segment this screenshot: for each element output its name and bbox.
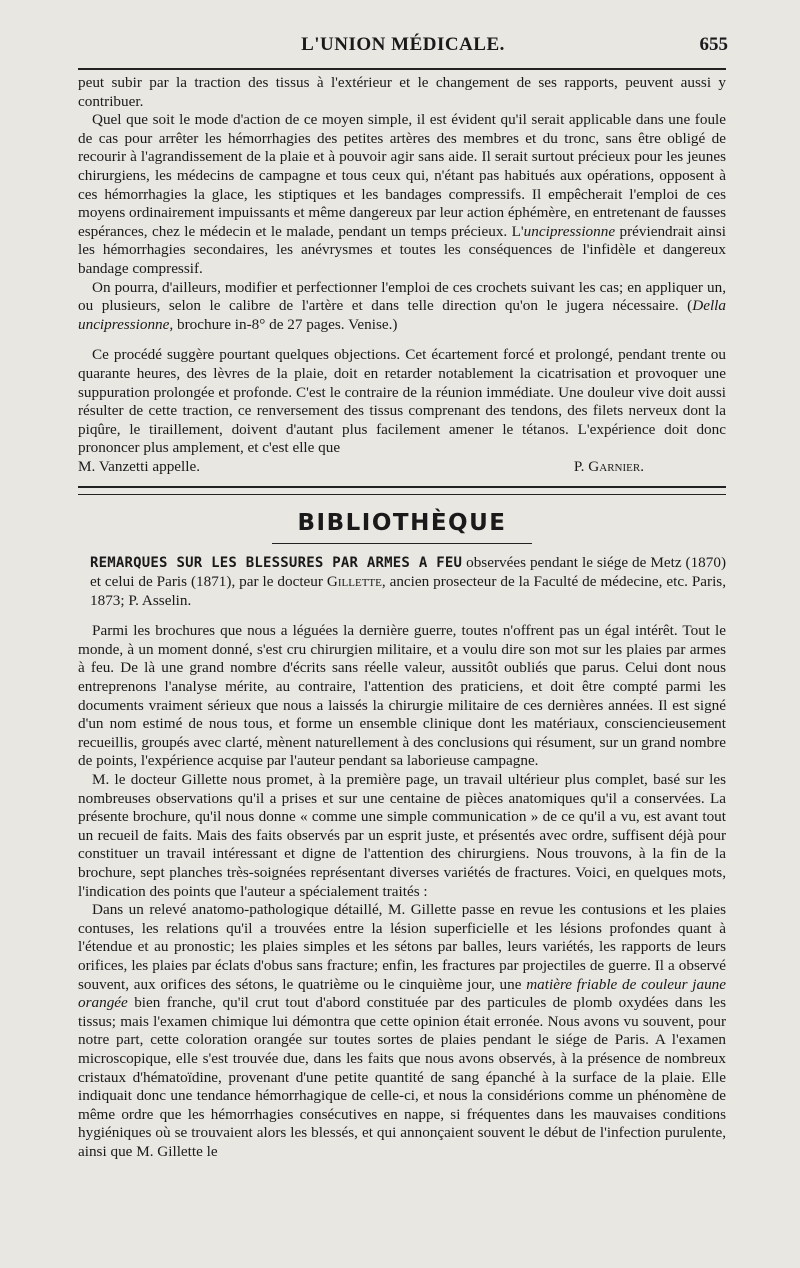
section-divider bbox=[78, 486, 726, 495]
section-title: BIBLIOTHÈQUE bbox=[297, 510, 507, 537]
header-rule bbox=[78, 68, 726, 70]
journal-title: L'UNION MÉDICALE. bbox=[301, 34, 505, 55]
book-title: REMARQUES SUR LES BLESSURES PAR ARMES A FEU bbox=[90, 555, 463, 572]
paragraph: On pourra, d'ailleurs, modifier et perfectionner l'emploi de ces crochets suivant les cas; en appliquer un, ou plusieurs, selon le calibre de l'artère et dans telle direction qu'on le jugera nécessaire. (Della uncipressionne, brochure in-8° de 27 pages. Venise.) bbox=[78, 278, 726, 333]
italic-citation: Della uncipressionne, bbox=[78, 297, 726, 333]
italic-term: matière friable de couleur jaune orangée bbox=[78, 975, 726, 1012]
title-rule bbox=[272, 543, 532, 544]
closing-text: M. Vanzetti appelle. bbox=[78, 457, 201, 475]
book-reference: REMARQUES SUR LES BLESSURES PAR ARMES A FEU observées pendant le siége de Metz (1870) et celui de Paris (1871), par le docteur Gillette, ancien prosecteur de la Faculté de médecine, etc. Paris, 1873; P. Asselin. bbox=[90, 554, 726, 609]
running-head bbox=[78, 34, 728, 64]
paragraph: peut subir par la traction des tissus à l'extérieur et le changement de ses rapports, peuvent aussi y contribuer. bbox=[78, 74, 726, 110]
paragraph: Ce procédé suggère pourtant quelques objections. Cet écartement forcé et prolongé, pendant trente ou quarante heures, des lèvres de la plaie, doit en retarder notablement la cicatrisation et provoquer une suppuration prolongée et profonde. C'est le contraire de la réunion immédiate. Une douleur vive doit aussi résulter de cette traction, ce renversement des tissus comprenant des tendons, des filets nerveux dont la piqûre, le tiraillement, doivent d'autant plus facilement amener le tétanos. L'expérience doit donc prononcer plus amplement, et c'est elle que bbox=[78, 346, 726, 457]
page-number: 655 bbox=[699, 34, 728, 55]
paragraph: M. le docteur Gillette nous promet, à la première page, un travail ultérieur plus complet, basé sur les nombreuses observations qu'il a prises et sur une centaine de pièces anatomiques qu'il a conservées. La présente brochure, qu'il nous donne « comme une simple communication » de ce qu'il a vu, est avant tout un recueil de faits. Mais des faits observés par un esprit juste, et présentés avec ordre, suffisent déjà pour constituer un travail intéressant et digne de l'attention des chirurgiens. Nous trouvons, à la fin de la brochure, sept planches très-soignées représentant diverses variétés de fractures. Voici, en quelques mots, l'indication des points que l'auteur a spécialement traités : bbox=[78, 771, 726, 900]
author-signature: P. Garnier. bbox=[573, 457, 644, 475]
paragraph: Parmi les brochures que nous a léguées la dernière guerre, toutes n'offrent pas un égal intérêt. Tout le monde, à un moment donné, s'est cru chirurgien militaire, et a voulu dire son mot sur les plaies par armes à feu. De là une grand nombre d'écrits sans réelle valeur, aussitôt oubliés que parus. Celui dont nous entreprenons l'analyse mérite, au contraire, l'attention des praticiens, et doit être compté parmi les documents vraiment sérieux que nous a laissés la chirurgie militaire de ces dernières années. Il est signé d'un nom estimé de nous tous, et forme un ensemble clinique dont les matériaux, consciencieusement recueillis, groupés avec clarté, mènent naturellement à des conclusions qui résument, sur un grand nombre de points, l'expérience acquise par l'auteur pendant sa laborieuse campagne. bbox=[78, 622, 726, 770]
signature-line bbox=[78, 458, 726, 477]
paragraph: Quel que soit le mode d'action de ce moyen simple, il est évident qu'il serait applicable dans une foule de cas pour arrêter les hémorrhagies des petites artères des membres et du tronc, sans être obligé de recourir à l'agrandissement de la plaie et à pouvoir agir sans aide. Il serait surtout précieux pour les jeunes chirurgiens, les médecins de campagne et tous ceux qui, n'étant pas habitués aux opérations, opposent à ces hémorrhagies la glace, les stiptiques et les bandages compressifs. Il empêcherait l'emploi de ces moyens ordinairement impuissants et même dangereux par leur action éphémère, en entretenant de fausses espérances, chez le médecin et le malade, pendant un temps précieux. L'uncipressionne préviendrait ainsi les hémorrhagies secondaires, les anévrysmes et toutes les conséquences de l'infidèle et dangereux bandage compressif. bbox=[78, 111, 726, 277]
text-column bbox=[78, 74, 726, 1161]
book-author: Gillette bbox=[326, 573, 382, 591]
paragraph: Dans un relevé anatomo-pathologique détaillé, M. Gillette passe en revue les contusions et les plaies contuses, les relations qu'il a trouvées entre la lésion superficielle et les lésions profondes quant à l'étendue et au pronostic; les plaies simples et les sétons par balles, leurs variétés, les rapports de leurs orifices, les plaies par éclats d'obus sans fracture; enfin, les fractures par projectiles de guerre. Il a observé souvent, aux orifices des sétons, le quatrième ou le cinquième jour, une matière friable de couleur jaune orangée bien franche, qu'il crut tout d'abord constituée par des particules de plomb oxydées dans les tissus; mais l'examen chimique lui démontra que cette opinion était erronée. Nous avons vu souvent, pour notre part, cette coloration orangée sur toutes sortes de plaies pendant le siége de Paris. A l'examen microscopique, elle s'est trouvée due, dans les faits que nous avons observés, à la présence de nombreux cristaux d'hématoïdine, provenant d'une petite quantité de sang épanché à la surface de la plaie. Elle indiquait donc une tendance hémorrhagique de celle-ci, et nous la considérions comme un phénomène de même ordre que les hémorrhagies consécutives en nappe, si fréquentes dans les mauvaises conditions hygiéniques où se trouvaient alors les blessés, et qui annonçaient souvent le début de l'infection purulente, ainsi que M. Gillette le bbox=[78, 901, 726, 1160]
italic-term: uncipressionne bbox=[523, 222, 616, 240]
